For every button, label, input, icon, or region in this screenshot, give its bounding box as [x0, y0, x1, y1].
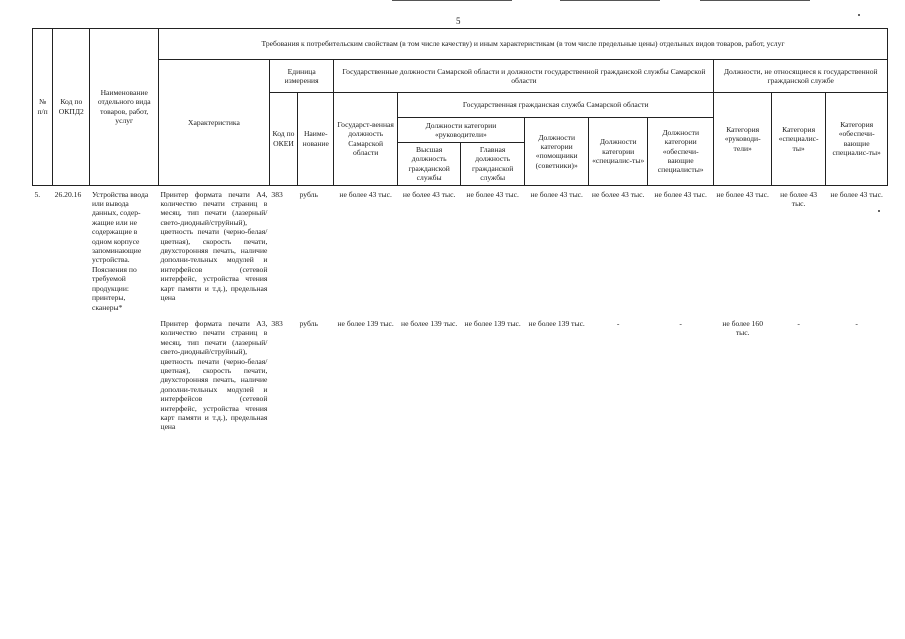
- header-unit-name: Наиме-нование: [298, 93, 334, 186]
- header-cat-specialists: Категория «специалис-ты»: [771, 93, 825, 186]
- row-num: 5.: [34, 189, 41, 199]
- row-okpd: [53, 313, 90, 433]
- header-specialists: Должности категории «специалис-ты»: [589, 118, 647, 186]
- row-unit: рубль: [299, 318, 318, 328]
- row-value: -: [679, 318, 682, 328]
- header-main: Главная должность гражданской службы: [471, 145, 514, 183]
- row-value: не более 139 тыс.: [401, 318, 458, 328]
- row-code: 383: [271, 318, 283, 328]
- header-unit: Единица измерения: [269, 60, 334, 93]
- row-name: Устройства ввода или вывода данных, содер-жащие или не содержащие в одном корпусе запоминающие устройства. Пояснения по требуемой продукции: принтеры, сканеры*: [91, 189, 149, 312]
- top-border-line: [560, 0, 660, 1]
- header-requirements: Требования к потребительским свойствам (в том числе качеству) и иным характеристикам (в том числе предельные цены) отдельных видов товаров, работ, услуг: [159, 29, 888, 60]
- header-support-specialists: Должности категории «обеспечи-вающие специалисты»: [647, 118, 714, 186]
- header-name: Наименование отдельного вида товаров, работ, услуг: [90, 29, 159, 186]
- row-value: не более 43 тыс.: [402, 189, 456, 199]
- row-code: 383: [271, 189, 283, 199]
- top-border-line: [700, 0, 810, 1]
- table-row: [33, 185, 888, 313]
- row-characteristic: Принтер формата печати А3, количество печати страниц в месяц, тип печати (лазерный/свето-диодный/струйный), цветность печати (черно-белая/цветная), скорость печати, двухсторонняя печать, наличие дополни-тельных модулей и интерфейсов (сетевой интерфейс, устройства чтения карт памяти и т.д.), предельная цена: [160, 318, 268, 432]
- header-cat-support: Категория «обеспечи-вающие специалис-ты»: [826, 93, 888, 186]
- row-name: [90, 313, 159, 433]
- row-value: не более 43 тыс.: [530, 189, 583, 199]
- row-value: не более 43 тыс.: [591, 189, 645, 199]
- header-okpd: Код по ОКПД2: [53, 29, 90, 186]
- row-value: не более 43 тыс.: [716, 189, 769, 199]
- header-assistants: Должности категории «помощники (советники)»: [524, 118, 589, 186]
- header-gov-position-col: Государст-венная должность Самарской области: [334, 93, 398, 186]
- header-num: № п/п: [33, 29, 53, 186]
- header-gov-positions: Государственные должности Самарской области и должности государственной гражданской службы Самарской области: [334, 60, 714, 93]
- header-non-civil: Должности, не относящиеся к государственной гражданской службе: [714, 60, 888, 93]
- page-number: 5: [456, 16, 461, 26]
- requirements-table: [32, 28, 888, 433]
- row-value: -: [616, 318, 620, 328]
- row-value: не более 139 тыс.: [337, 318, 394, 328]
- row-value: -: [797, 318, 800, 328]
- row-value: не более 43 тыс.: [339, 189, 392, 199]
- row-value: не более 43 тыс.: [780, 189, 818, 209]
- row-value: не более 160 тыс.: [722, 318, 764, 338]
- header-civil-service: Государственная гражданская служба Самарской области: [397, 93, 714, 118]
- header-managers: Должности категории «руководители»: [398, 118, 524, 143]
- row-value: не более 43 тыс.: [830, 189, 883, 199]
- header-cat-managers: Категория «руководи-тели»: [714, 93, 771, 186]
- row-unit: рубль: [299, 189, 318, 199]
- scan-speck: [858, 14, 860, 16]
- table-row: [33, 313, 888, 433]
- header-unit-code: Код по ОКЕИ: [269, 93, 297, 186]
- row-value: не более 139 тыс.: [528, 318, 585, 328]
- row-num: [33, 313, 53, 433]
- row-value: -: [855, 318, 858, 328]
- header-characteristic: Характеристика: [159, 60, 270, 186]
- header-managers-group: [397, 118, 524, 186]
- row-value: не более 43 тыс.: [466, 189, 519, 199]
- header-highest: Высшая должность гражданской службы: [398, 143, 462, 185]
- row-value: не более 43 тыс.: [654, 189, 707, 199]
- table-body: [33, 185, 888, 433]
- table-header: [33, 29, 888, 186]
- row-okpd: 26.20.16: [54, 189, 82, 199]
- row-value: не более 139 тыс.: [464, 318, 521, 328]
- row-characteristic: Принтер формата печати А4, количество печати страниц в месяц, тип печати (лазерный/свето-диодный/струйный), цветность печати (черно-белая/цветная), скорость печати, двухсторонняя печать, наличие дополни-тельных модулей и интерфейсов (сетевой интерфейс, устройства чтения карт памяти и т.д.), предельная цена: [160, 189, 268, 303]
- top-border-line: [392, 0, 512, 1]
